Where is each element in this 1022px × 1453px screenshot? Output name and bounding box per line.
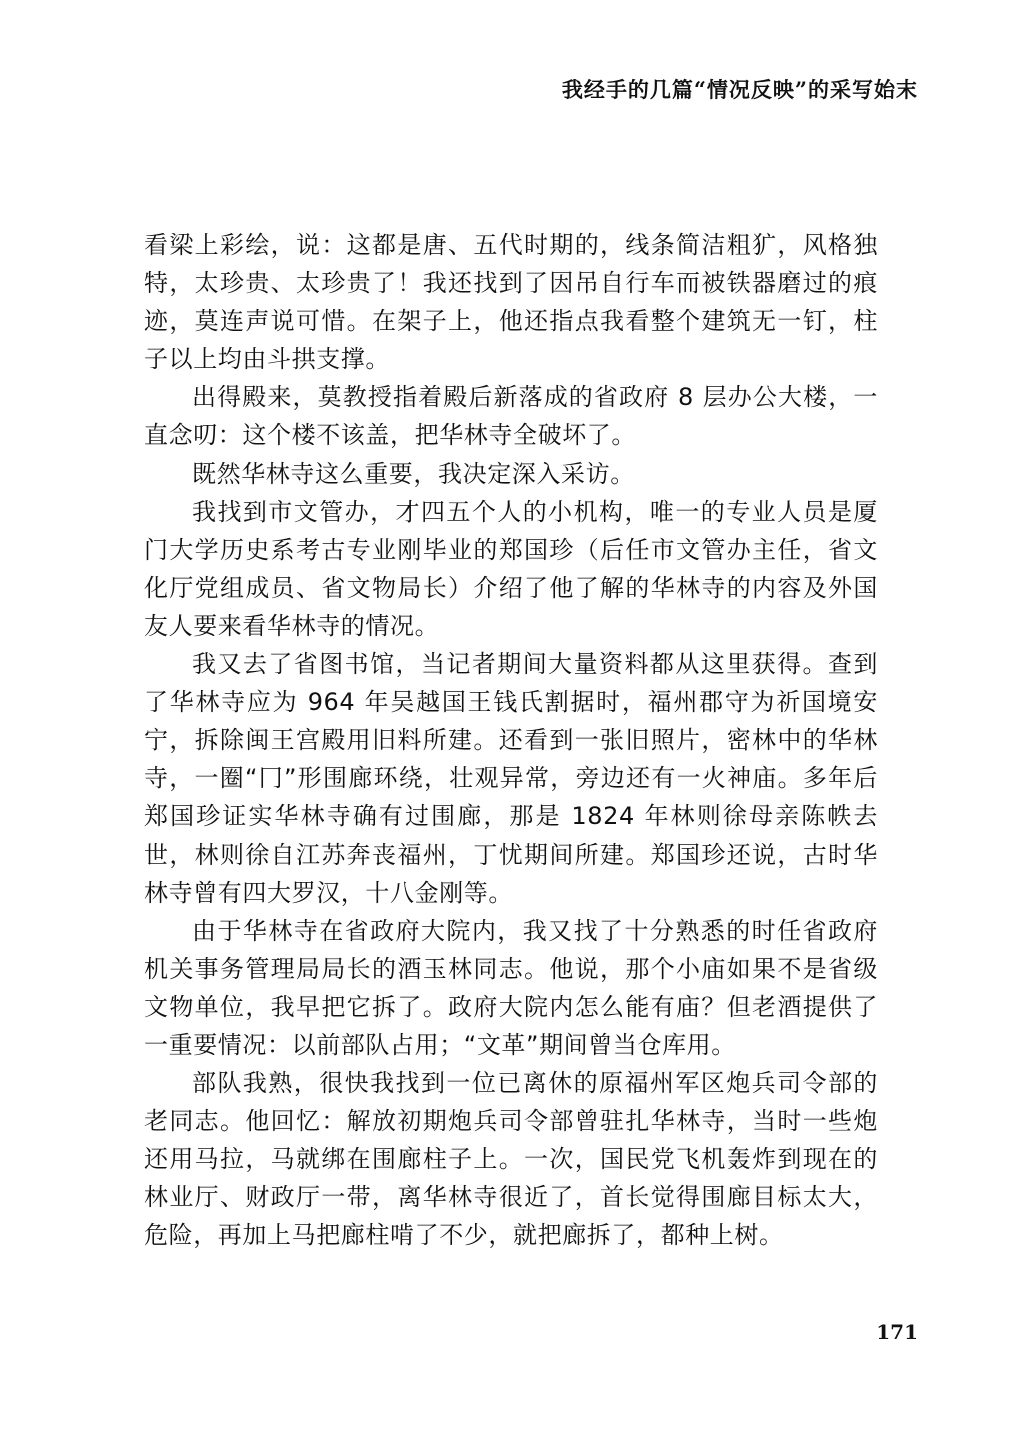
paragraph: 部队我熟，很快我找到一位已离休的原福州军区炮兵司令部的老同志。他回忆：解放初期炮兵司令部曾驻扎华林寺，当时一些炮还用马拉，马就绑在围廊柱子上。一次，国民党飞机轰炸到现在的林业厅、财政厅一带，离华林寺很近了，首长觉得围廊目标太大，危险，再加上马把廊柱啃了不少，就把廊拆了，都种上树。 xyxy=(144,1069,878,1250)
paragraph: 既然华林寺这么重要，我决定深入采访。 xyxy=(192,459,635,488)
paragraph: 出得殿来，莫教授指着殿后新落成的省政府 8 层办公大楼，一直念叨：这个楼不该盖，把华林寺全破坏了。 xyxy=(144,383,878,450)
paragraph: 我找到市文管办，才四五个人的小机构，唯一的专业人员是厦门大学历史系考古专业刚毕业的郑国珍（后任市文管办主任，省文化厅党组成员、省文物局长）介绍了他了解的华林寺的内容及外国友人要来看华林寺的情况。 xyxy=(144,497,878,640)
page-number: 171 xyxy=(876,1320,918,1344)
paragraph: 我又去了省图书馆，当记者期间大量资料都从这里获得。查到了华林寺应为 964 年吴越国王钱氏割据时，福州郡守为祈国境安宁，拆除闽王宫殿用旧料所建。还看到一张旧照片，密林中的华林寺，一圈“冂”形围廊环绕，壮观异常，旁边还有一火神庙。多年后郑国珍证实华林寺确有过围廊，那是 1824 年林则徐母亲陈帙去世，林则徐自江苏奔丧福州，丁忧期间所建。郑国珍还说，古时华林寺曾有四大罗汉，十八金刚等。 xyxy=(144,650,878,907)
body-text xyxy=(144,226,878,1255)
paragraph: 由于华林寺在省政府大院内，我又找了十分熟悉的时任省政府机关事务管理局局长的酒玉林同志。他说，那个小庙如果不是省级文物单位，我早把它拆了。政府大院内怎么能有庙？但老酒提供了一重要情况：以前部队占用；“文革”期间曾当仓库用。 xyxy=(144,916,878,1059)
paragraph: 看梁上彩绘，说：这都是唐、五代时期的，线条简洁粗犷，风格独特，太珍贵、太珍贵了！我还找到了因吊自行车而被铁器磨过的痕迹，莫连声说可惜。在架子上，他还指点我看整个建筑无一钉，柱子以上均由斗拱支撑。 xyxy=(144,231,878,374)
running-head-title: 我经手的几篇“情况反映”的采写始末 xyxy=(561,77,918,102)
